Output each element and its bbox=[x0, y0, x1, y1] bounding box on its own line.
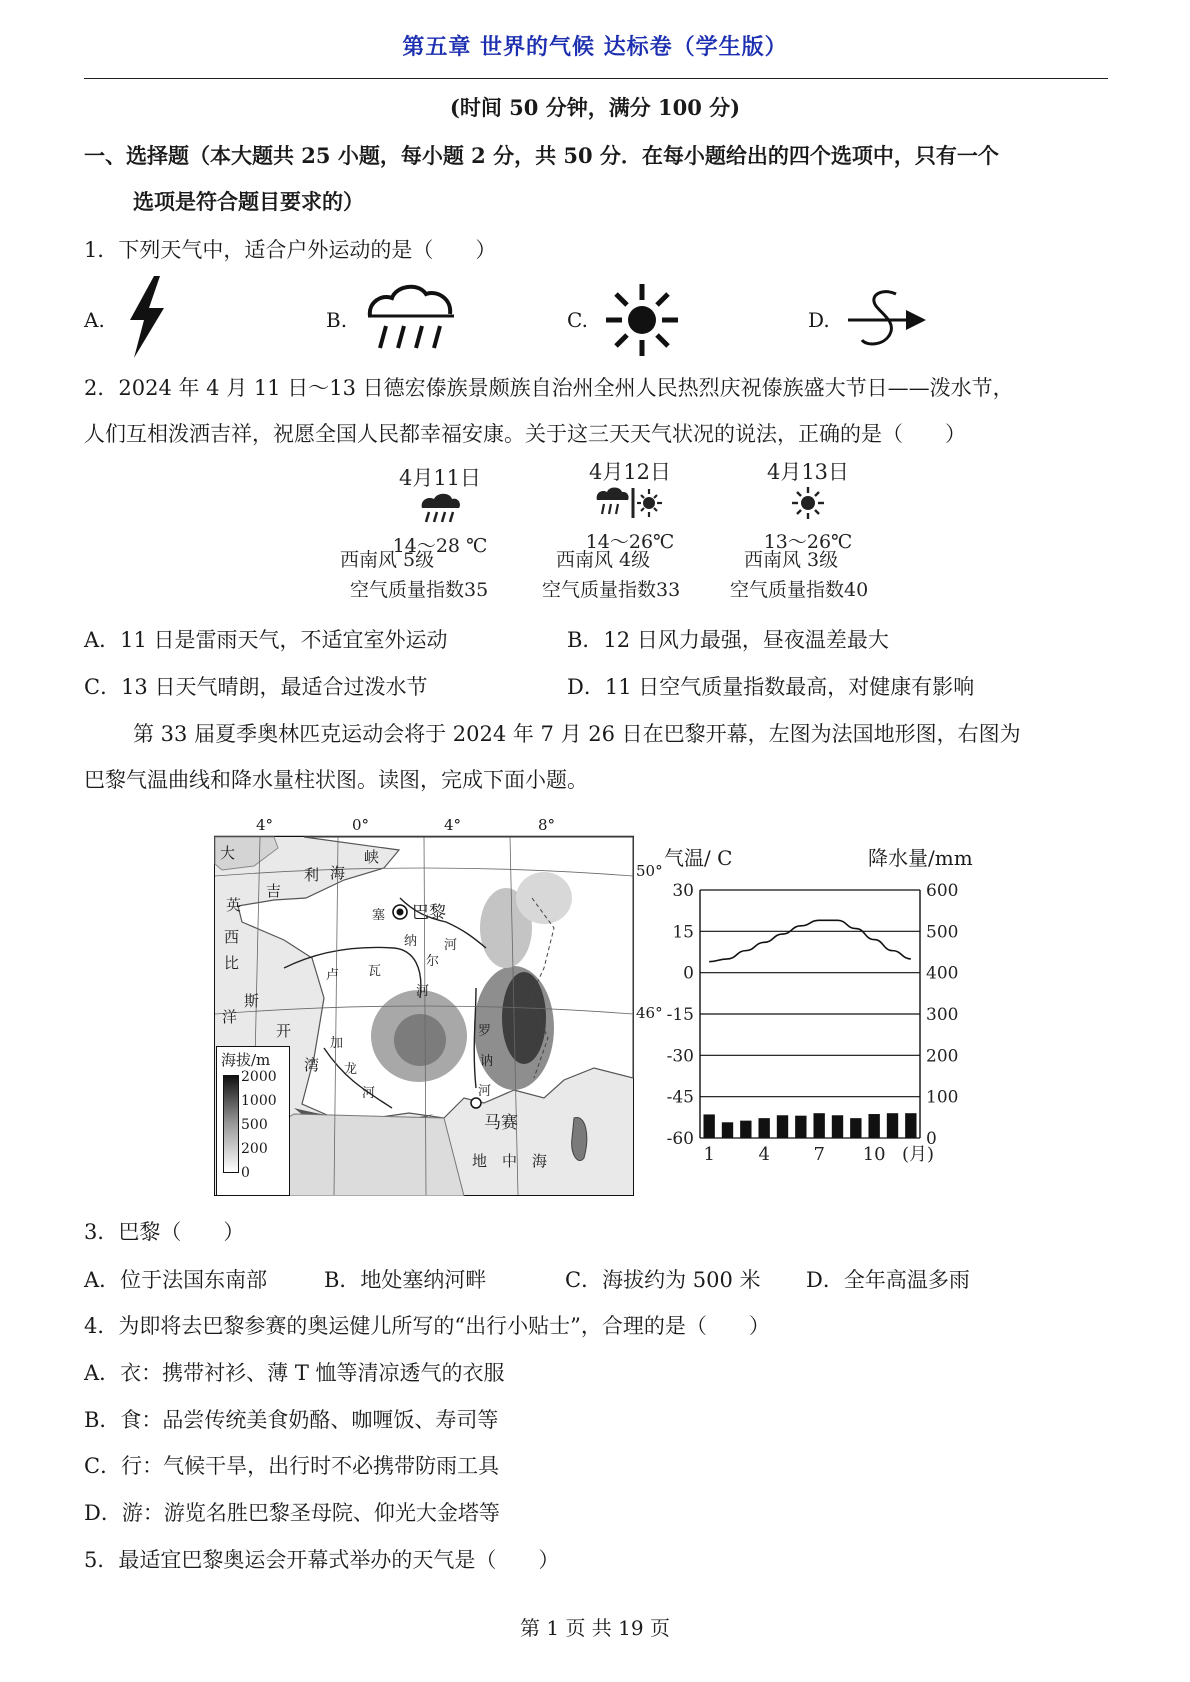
q2-option-a: A．11 日是雷雨天气，不适宜室外运动 bbox=[84, 628, 448, 652]
precipitation-tick-label: 100 bbox=[926, 1087, 959, 1108]
map-label: 塞 bbox=[372, 908, 386, 923]
map-label: 洋 bbox=[222, 1008, 238, 1026]
intro-line2: 巴黎气温曲线和降水量柱状图。读图，完成下面小题。 bbox=[84, 768, 588, 792]
map-label: 加 bbox=[330, 1036, 344, 1051]
map-label: 卢 bbox=[326, 968, 340, 983]
forecast-aqi-3: 空气质量指数40 bbox=[730, 579, 869, 601]
map-label: 罗 bbox=[478, 1024, 492, 1039]
precipitation-tick-label: 600 bbox=[926, 881, 959, 901]
precipitation-axis-label: 降水量/mm bbox=[868, 846, 973, 870]
month-tick-label: 1 bbox=[703, 1144, 715, 1165]
precipitation-bar bbox=[703, 1114, 714, 1138]
legend-level: 2000 bbox=[241, 1069, 277, 1085]
temperature-tick-label: 0 bbox=[683, 963, 694, 984]
rain-cloud-icon bbox=[364, 282, 458, 354]
elevation-legend bbox=[216, 1046, 290, 1196]
precipitation-bar bbox=[795, 1116, 806, 1138]
month-tick-label: 10 bbox=[862, 1144, 886, 1165]
marseille-label: 马赛 bbox=[484, 1113, 518, 1133]
temperature-tick-label: 30 bbox=[672, 881, 694, 901]
lon-label: 0° bbox=[352, 816, 370, 834]
forecast-day-2 bbox=[530, 458, 730, 556]
map-label: 河 bbox=[478, 1084, 492, 1099]
temperature-tick-label: 15 bbox=[672, 922, 694, 943]
page-title: 第五章 世界的气候 达标卷（学生版） bbox=[402, 34, 788, 60]
lat-label: 50° bbox=[636, 862, 663, 880]
forecast-date: 4月12日 bbox=[588, 460, 672, 484]
q3-option-b: B．地处塞纳河畔 bbox=[324, 1268, 487, 1292]
forecast-aqi-2: 空气质量指数33 bbox=[542, 579, 681, 601]
precipitation-tick-label: 500 bbox=[926, 922, 959, 943]
section-title-line1: 一、选择题（本大题共 25 小题，每小题 2 分，共 50 分．在每小题给出的四个选项中，只有一个 bbox=[84, 143, 999, 168]
q2-option-b: B．12 日风力最强，昼夜温差最大 bbox=[567, 628, 889, 652]
precipitation-bar bbox=[887, 1113, 898, 1138]
map-label: 尔 bbox=[426, 954, 440, 969]
q2-option-c: C．13 日天气晴朗，最适合过泼水节 bbox=[84, 675, 428, 699]
section-title-line2: 选项是符合题目要求的） bbox=[133, 189, 364, 214]
q1-option-c-label: C. bbox=[567, 308, 588, 332]
map-label: 海 bbox=[330, 864, 346, 882]
map-label: 湾 bbox=[304, 1056, 320, 1074]
climate-chart bbox=[640, 840, 980, 1180]
forecast-date: 4月13日 bbox=[766, 460, 850, 484]
map-label: 峡 bbox=[364, 848, 380, 866]
q2-stem-line1: 2．2024 年 4 月 11 日～13 日德宏傣族景颇族自治州全州人民热烈庆祝傣族盛大节日——泼水节， bbox=[84, 376, 1014, 400]
temperature-tick-label: -45 bbox=[666, 1087, 694, 1108]
q3-stem: 3．巴黎（ ） bbox=[84, 1220, 245, 1244]
france-terrain-map bbox=[214, 816, 663, 1196]
map-label: 讷 bbox=[480, 1054, 494, 1069]
map-label: 开 bbox=[276, 1022, 292, 1040]
map-label: 英 bbox=[226, 896, 242, 914]
forecast-date: 4月11日 bbox=[398, 466, 482, 490]
precipitation-bar bbox=[777, 1115, 788, 1138]
month-unit-label: (月) bbox=[902, 1144, 935, 1165]
map-label: 瓦 bbox=[368, 964, 382, 979]
precipitation-bar bbox=[832, 1115, 843, 1138]
precipitation-bar bbox=[740, 1121, 751, 1138]
intro-line1: 第 33 届夏季奥林匹克运动会将于 2024 年 7 月 26 日在巴黎开幕，左图为法国地形图，右图为 bbox=[133, 722, 1021, 746]
map-label: 比 bbox=[224, 954, 240, 972]
forecast-wind-3: 西南风 3级 bbox=[744, 549, 839, 571]
rain-to-sunny-icon bbox=[595, 486, 665, 520]
q3-option-a: A．位于法国东南部 bbox=[84, 1268, 268, 1292]
lon-label: 4° bbox=[444, 816, 462, 834]
q3-option-d: D．全年高温多雨 bbox=[806, 1268, 970, 1292]
forecast-wind-2: 西南风 4级 bbox=[556, 549, 651, 571]
month-tick-label: 7 bbox=[813, 1144, 825, 1165]
sun-icon bbox=[788, 486, 828, 520]
temperature-tick-label: -15 bbox=[666, 1005, 694, 1025]
q4-option-c: C．行：气候干旱，出行时不必携带防雨工具 bbox=[84, 1454, 500, 1478]
forecast-temp: 14～28 ℃ bbox=[392, 535, 488, 557]
precipitation-tick-label: 400 bbox=[926, 963, 959, 984]
header-divider bbox=[84, 78, 1108, 79]
map-label: 龙 bbox=[344, 1062, 358, 1077]
temperature-axis-label: 气温/ C bbox=[664, 846, 733, 870]
precipitation-bar bbox=[813, 1113, 824, 1138]
forecast-day-3 bbox=[708, 458, 908, 556]
q4-option-d: D．游：游览名胜巴黎圣母院、仰光大金塔等 bbox=[84, 1501, 500, 1525]
precipitation-bar bbox=[868, 1114, 879, 1138]
precipitation-bar bbox=[722, 1122, 733, 1138]
q1-option-a-label: A. bbox=[84, 308, 105, 332]
legend-color-bar bbox=[223, 1075, 239, 1173]
mediterranean-label: 地 中 海 bbox=[472, 1152, 548, 1170]
q1-option-d-label: D. bbox=[808, 308, 830, 332]
q1-stem: 1．下列天气中，适合户外运动的是（ ） bbox=[84, 238, 497, 262]
sandstorm-icon bbox=[846, 288, 930, 352]
exam-info: (时间 50 分钟，满分 100 分) bbox=[449, 95, 741, 120]
precipitation-bar bbox=[758, 1118, 769, 1138]
precipitation-bar bbox=[850, 1118, 861, 1138]
q4-option-b: B．食：品尝传统美食奶酪、咖喱饭、寿司等 bbox=[84, 1408, 499, 1432]
q2-option-d: D．11 日空气质量指数最高，对健康有影响 bbox=[567, 675, 975, 699]
lat-label: 46° bbox=[636, 1004, 663, 1022]
legend-level: 1000 bbox=[241, 1093, 277, 1109]
temperature-curve bbox=[709, 920, 911, 961]
map-label: 吉 bbox=[266, 882, 282, 900]
forecast-temp: 13～26℃ bbox=[763, 531, 853, 553]
map-label: 河 bbox=[362, 1086, 376, 1101]
precipitation-tick-label: 300 bbox=[926, 1005, 959, 1025]
temperature-tick-label: -30 bbox=[666, 1046, 694, 1067]
lon-label: 4° bbox=[256, 816, 274, 834]
forecast-wind-1: 西南风 5级 bbox=[340, 549, 435, 571]
chart-plot bbox=[640, 840, 980, 1180]
precipitation-tick-label: 200 bbox=[926, 1046, 959, 1067]
legend-level: 200 bbox=[241, 1141, 268, 1157]
paris-label: 巴黎 bbox=[412, 903, 446, 923]
precipitation-tick-label: 0 bbox=[926, 1129, 937, 1149]
map-label: 西 bbox=[224, 928, 240, 946]
page-footer: 第 1 页 共 19 页 bbox=[520, 1616, 670, 1640]
map-label: 纳 bbox=[404, 934, 418, 949]
legend-level: 500 bbox=[241, 1117, 268, 1133]
q5-stem: 5．最适宜巴黎奥运会开幕式举办的天气是（ ） bbox=[84, 1548, 560, 1572]
map-label: 河 bbox=[416, 984, 430, 999]
map-label: 利 bbox=[304, 866, 320, 884]
map-label: 大 bbox=[220, 844, 236, 862]
map-label: 斯 bbox=[244, 992, 260, 1010]
month-tick-label: 4 bbox=[758, 1144, 770, 1165]
lightning-icon bbox=[122, 274, 170, 360]
thunder-rain-icon bbox=[418, 492, 462, 524]
q3-option-c: C．海拔约为 500 米 bbox=[565, 1268, 761, 1292]
lon-label: 8° bbox=[538, 816, 556, 834]
q4-stem: 4．为即将去巴黎参赛的奥运健儿所写的“出行小贴士”，合理的是（ ） bbox=[84, 1314, 770, 1338]
forecast-temp: 14～26℃ bbox=[585, 531, 675, 553]
map-label: 河 bbox=[444, 938, 458, 953]
q1-option-b-label: B. bbox=[326, 308, 348, 332]
legend-title: 海拔/m bbox=[221, 1051, 271, 1069]
forecast-aqi-1: 空气质量指数35 bbox=[350, 579, 489, 601]
q2-stem-line2: 人们互相泼洒吉祥，祝愿全国人民都幸福安康。关于这三天天气状况的说法，正确的是（ ） bbox=[84, 422, 966, 446]
sun-icon bbox=[604, 282, 680, 358]
temperature-tick-label: -60 bbox=[666, 1129, 694, 1149]
precipitation-bar bbox=[905, 1113, 916, 1138]
legend-level: 0 bbox=[241, 1165, 250, 1181]
q4-option-a: A．衣：携带衬衫、薄 T 恤等清凉透气的衣服 bbox=[84, 1361, 505, 1385]
